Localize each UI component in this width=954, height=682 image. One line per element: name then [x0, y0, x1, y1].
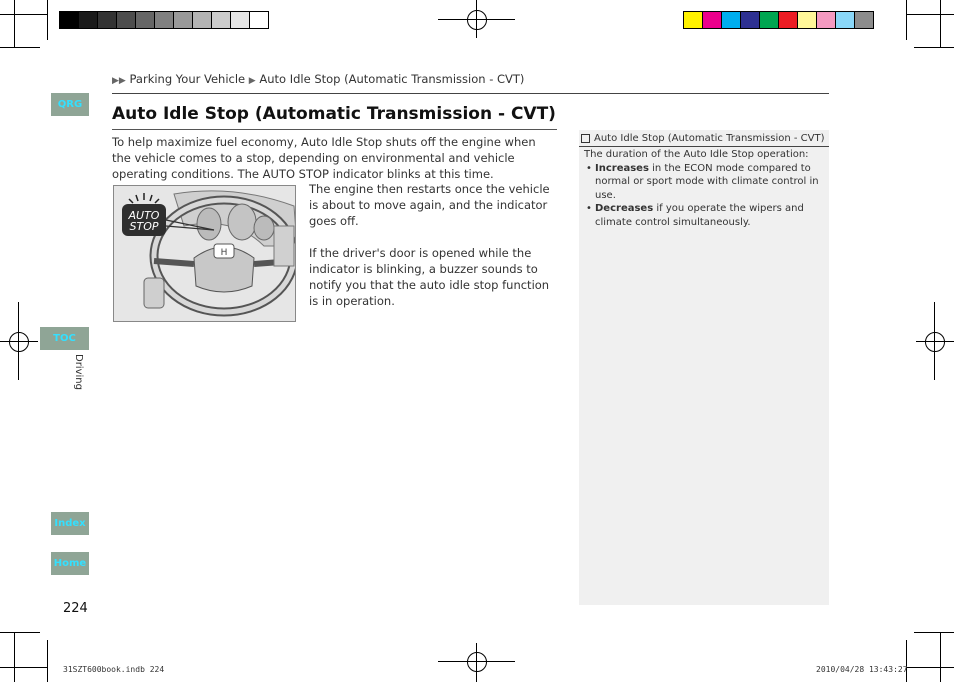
color-swatch — [59, 11, 79, 29]
buzzer-paragraph: If the driver's door is opened while the indicator is blinking, a buzzer sounds to notify you that the auto idle stop function is in operation. — [309, 246, 550, 308]
color-swatch — [249, 11, 269, 29]
breadcrumb-link-parking[interactable]: Parking Your Vehicle — [129, 72, 246, 86]
color-swatch — [759, 11, 779, 29]
color-swatch — [97, 11, 117, 29]
svg-text:H: H — [220, 248, 228, 258]
color-swatch — [211, 11, 231, 29]
breadcrumb-separator: ▶ — [248, 76, 256, 86]
breadcrumb-current[interactable]: Auto Idle Stop (Automatic Transmission - CVT) — [259, 72, 525, 86]
list-item — [584, 162, 824, 203]
color-swatch — [740, 11, 760, 29]
breadcrumb — [112, 72, 524, 86]
color-swatch — [192, 11, 212, 29]
color-swatch — [78, 11, 98, 29]
header-divider — [112, 93, 829, 94]
color-swatch — [816, 11, 836, 29]
side-note-body — [584, 148, 824, 229]
toc-tab[interactable]: TOC — [40, 327, 89, 350]
qrg-tab[interactable]: QRG — [51, 93, 89, 116]
page-number: 224 — [63, 601, 88, 616]
side-note-list — [584, 162, 824, 230]
side-note-header — [579, 130, 829, 147]
index-tab[interactable]: Index — [51, 512, 89, 535]
list-item-keyword: Decreases — [595, 203, 654, 214]
color-swatch — [854, 11, 874, 29]
color-swatch — [778, 11, 798, 29]
color-swatch — [173, 11, 193, 29]
side-note-panel — [579, 130, 829, 605]
side-note-intro: The duration of the Auto Idle Stop operation: — [584, 149, 809, 160]
side-note-title[interactable]: Auto Idle Stop (Automatic Transmission - CVT) — [594, 132, 825, 144]
color-swatch — [683, 11, 703, 29]
list-item — [584, 202, 824, 229]
auto-stop-indicator — [126, 210, 162, 232]
list-item-text: if you operate the wipers and climate control simultaneously. — [595, 203, 804, 228]
color-swatch — [797, 11, 817, 29]
color-swatch — [154, 11, 174, 29]
note-icon — [581, 134, 590, 143]
color-swatch — [835, 11, 855, 29]
color-swatch — [721, 11, 741, 29]
color-swatch — [702, 11, 722, 29]
breadcrumb-arrows: ▶▶ — [112, 76, 126, 86]
indicator-label-auto: AUTO — [128, 209, 160, 222]
print-slug-file: 31SZT600book.indb 224 — [63, 665, 165, 674]
intro-paragraph: To help maximize fuel economy, Auto Idle Stop shuts off the engine when the vehicle comes to a stop, depending on environmental and vehicle operating conditions. The AUTO STOP indicator blinks at this time. — [112, 135, 536, 181]
restart-paragraph: The engine then restarts once the vehicle is about to move again, and the indicator goes off. — [309, 182, 550, 228]
page-title: Auto Idle Stop (Automatic Transmission - CVT) — [112, 104, 556, 124]
home-tab[interactable]: Home — [51, 552, 89, 575]
dashboard-illustration — [113, 185, 296, 322]
title-divider — [112, 129, 557, 130]
figure-description — [309, 181, 555, 325]
steering-wheel-illustration — [114, 186, 296, 322]
color-swatch — [135, 11, 155, 29]
list-item-keyword: Increases — [595, 162, 649, 174]
indicator-label-stop: STOP — [129, 220, 159, 233]
list-item-text: in the ECON mode compared to normal or sport mode with climate control in use. — [595, 162, 819, 201]
color-swatch — [116, 11, 136, 29]
print-slug-timestamp: 2010/04/28 13:43:27 — [816, 665, 908, 674]
color-swatch — [230, 11, 250, 29]
section-label: Driving — [73, 354, 84, 390]
